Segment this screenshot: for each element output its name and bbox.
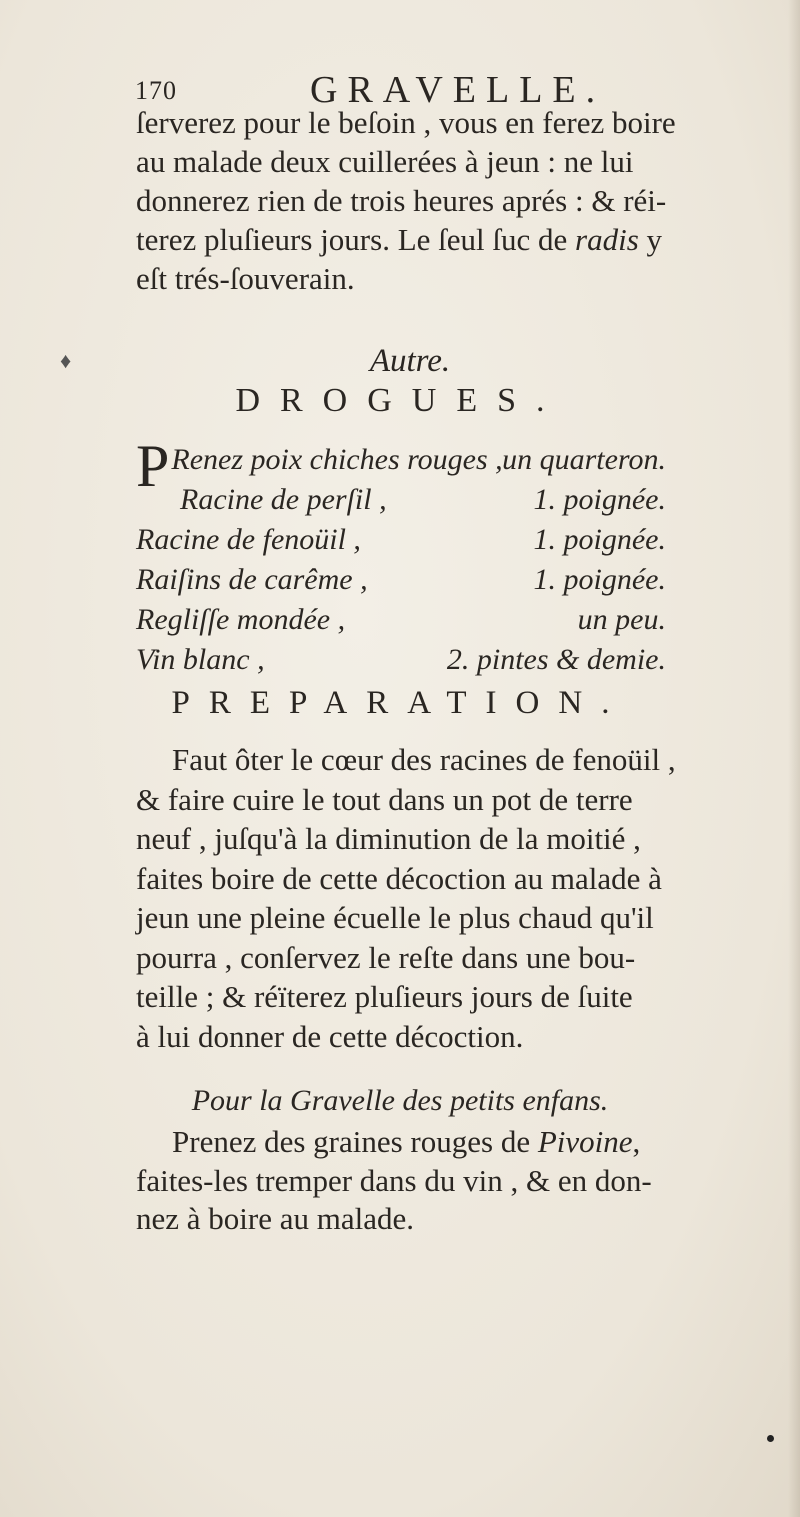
- text-line: Faut ôter le cœur des racines de fenoüil ,: [172, 742, 676, 777]
- text-line: pourra , conſervez le reſte dans une bou-: [136, 939, 636, 975]
- ingredient-name: [136, 433, 503, 499]
- ingredient-list: [136, 433, 666, 680]
- ingredient-text: Renez poix chiches rouges ,: [171, 443, 503, 476]
- text-line: eſt trés-ſouverain.: [136, 261, 355, 296]
- section-heading-drogues: DROGUES.: [235, 382, 565, 419]
- ingredient-row: [136, 640, 666, 680]
- ingredient-quantity: 1. poignée.: [533, 563, 666, 596]
- ink-spot: [767, 1435, 774, 1442]
- text-line: teille ; & réïterez pluſieurs jours de ſuite: [136, 979, 633, 1014]
- text-line: jeun une pleine écuelle le plus chaud qu'il: [136, 900, 654, 935]
- italic-word-pivoine: Pivoine: [537, 1124, 633, 1159]
- text-line: ſerverez pour le beſoin , vous en ferez boire: [136, 105, 676, 140]
- text-line: neuf , juſqu'à la diminution de la moitié ,: [136, 821, 641, 856]
- ingredient-quantity: 1. poignée.: [533, 483, 666, 516]
- text-line: faites boire de cette décoction au malade à: [136, 860, 662, 896]
- text-line: donnerez rien de trois heures aprés : & réi-: [136, 183, 667, 218]
- margin-mark: ♦: [60, 348, 72, 373]
- ingredient-quantity: 2. pintes & demie.: [446, 643, 666, 676]
- text-line: [136, 220, 666, 259]
- text-fragment: y: [638, 222, 663, 257]
- italic-word-radis: radis: [575, 222, 639, 257]
- ingredient-name: Regliſſe mondée ,: [136, 603, 346, 636]
- ingredient-name: Racine de fenoüil ,: [136, 523, 361, 556]
- page-number: 170: [135, 76, 177, 105]
- ingredient-row: [136, 600, 666, 640]
- drop-cap: P: [136, 433, 170, 499]
- page-edge-shadow: [788, 0, 800, 1517]
- ingredient-row: [136, 433, 666, 499]
- text-line: à lui donner de cette décoction.: [136, 1018, 524, 1054]
- ingredient-name: Racine de perſil ,: [180, 483, 387, 516]
- preparation-paragraph: [136, 740, 676, 1056]
- ingredient-name: Raiſins de carême ,: [136, 563, 368, 596]
- remedy-paragraph: [136, 1123, 666, 1239]
- ingredient-row: [136, 560, 666, 600]
- text-line: nez à boire au malade.: [136, 1201, 414, 1236]
- ingredient-quantity: un quarteron.: [502, 443, 666, 476]
- text-fragment: ,: [632, 1124, 641, 1159]
- section-heading-petits-enfans: Pour la Gravelle des petits enfans.: [191, 1084, 609, 1117]
- text-fragment: Prenez des graines rouges de: [172, 1124, 538, 1159]
- text-line: [136, 1123, 666, 1162]
- text-line: & faire cuire le tout dans un pot de terre: [136, 781, 633, 817]
- continuation-paragraph: [136, 103, 676, 298]
- text-line: faites-les tremper dans du vin , & en don-: [136, 1162, 652, 1198]
- text-fragment: terez pluſieurs jours. Le ſeul ſuc de: [136, 222, 576, 257]
- ingredient-quantity: 1. poignée.: [533, 523, 666, 556]
- ingredient-quantity: un peu.: [577, 603, 666, 636]
- section-heading-preparation: PREPARATION.: [171, 685, 629, 721]
- running-title: GRAVELLE.: [310, 69, 606, 111]
- ingredient-row: [136, 480, 666, 520]
- ingredient-name: Vin blanc ,: [136, 643, 265, 676]
- section-heading-autre: [0, 343, 800, 380]
- text-line: au malade deux cuillerées à jeun : ne lui: [136, 144, 634, 179]
- ingredient-row: [136, 520, 666, 560]
- autre-label: Autre.: [369, 343, 451, 379]
